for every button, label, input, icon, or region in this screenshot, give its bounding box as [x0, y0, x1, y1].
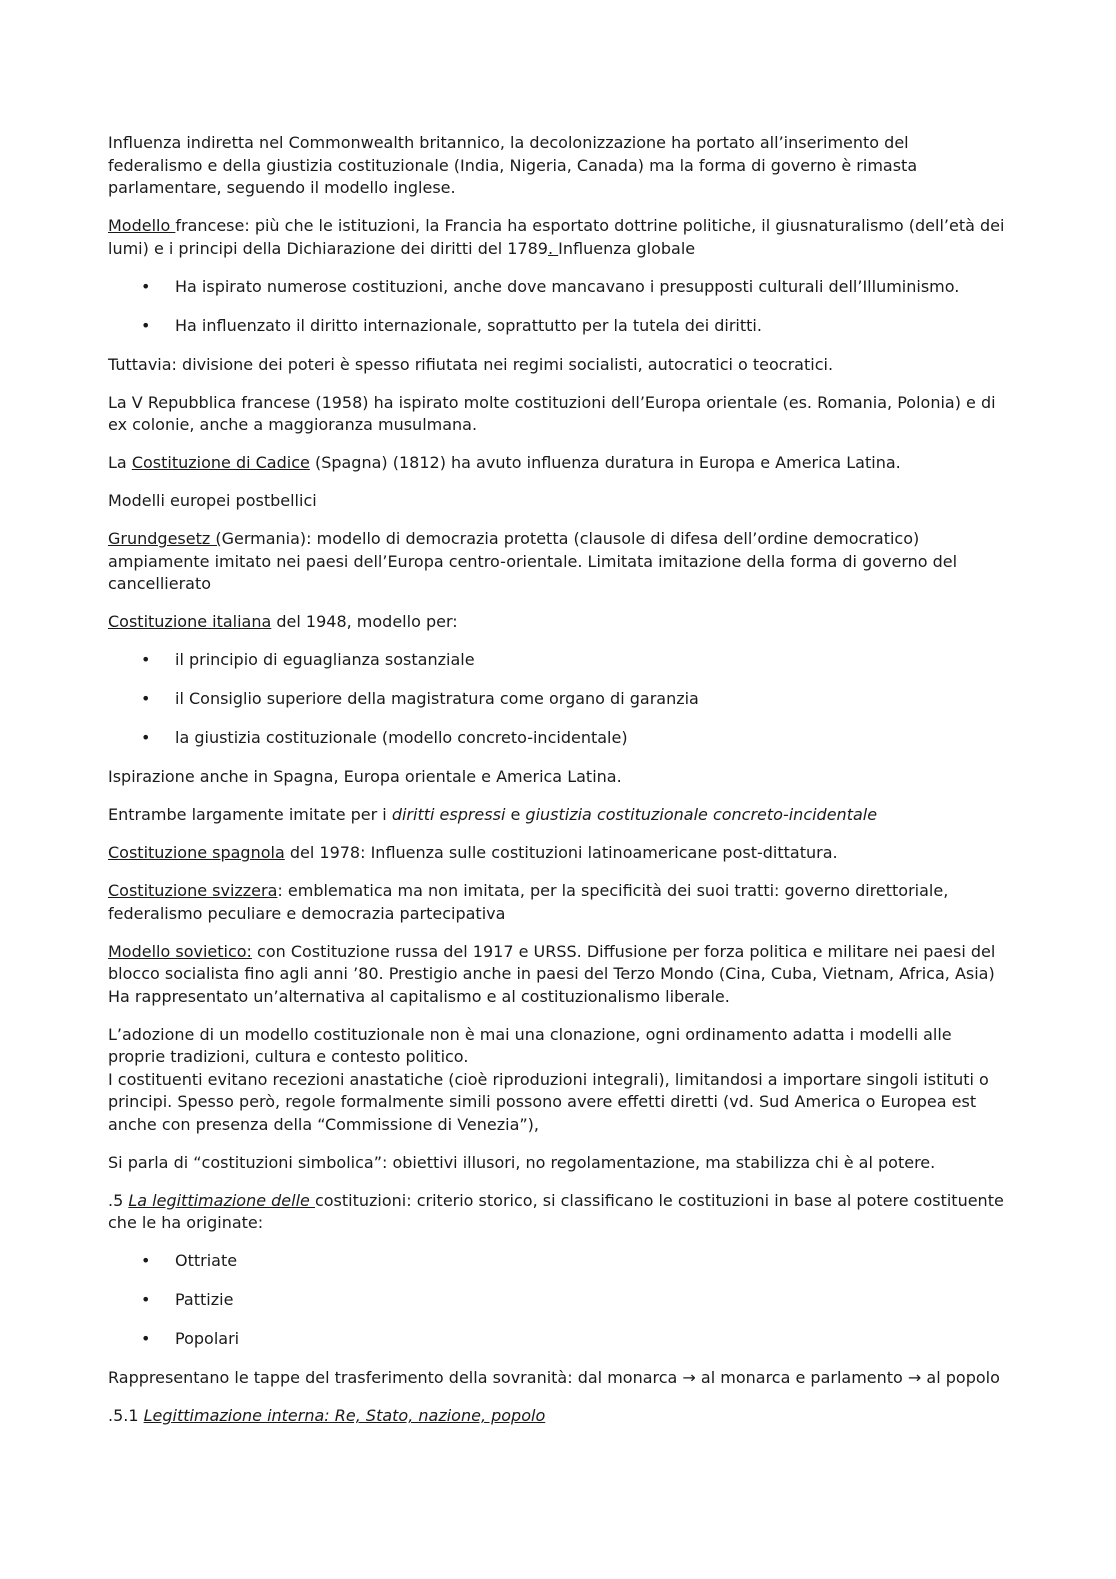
bullet-list-legittimazione — [108, 1250, 1008, 1351]
paragraph-grundgesetz — [108, 528, 1008, 596]
paragraph-adozione — [108, 1024, 1008, 1137]
document-body — [108, 132, 1008, 1443]
paragraph-costituzione-italiana — [108, 611, 1008, 634]
underlined-heading: Costituzione spagnola — [108, 843, 285, 862]
underlined-heading: Grundgesetz ( — [108, 529, 222, 548]
underlined-heading: Costituzione italiana — [108, 612, 272, 631]
paragraph-commonwealth: Influenza indiretta nel Commonwealth britannico, la decolonizzazione ha portato all’inserimento del federalismo e della giustizia costituzionale (India, Nigeria, Canada) ma la forma di governo è rimasta parlamentare, seguendo il modello inglese. — [108, 133, 918, 197]
bullet-list-francese — [108, 276, 1008, 338]
underlined-text: . — [547, 238, 559, 258]
paragraph-v-repubblica: La V Repubblica francese (1958) ha ispirato molte costituzioni dell’Europa orientale (es. Romania, Polonia) e di ex colonie, anche a maggioranza musulmana. — [108, 392, 996, 434]
list-item: • il Consiglio superiore della magistratura come organo di garanzia — [108, 688, 1008, 711]
paragraph-text: francese: più che le istituzioni, la Francia ha esportato dottrine politiche, il giusnaturalismo (dell’età dei lumi) e i principi della Dichiarazione dei diritti del 1789 — [108, 216, 1005, 258]
paragraph-text: La — [108, 453, 132, 472]
paragraph-cadice — [108, 452, 1008, 475]
paragraph-text: Influenza globale — [558, 238, 696, 258]
section-heading-5-1 — [108, 1405, 1008, 1428]
section-heading-5 — [108, 1190, 1008, 1235]
underlined-heading: Costituzione di Cadice — [131, 453, 310, 472]
list-item: • Pattizie — [108, 1289, 1008, 1312]
paragraph-text: Ha rappresentato un’alternativa al capitalismo e al costituzionalismo liberale. — [108, 986, 730, 1006]
list-item: • Ottriate — [108, 1250, 1008, 1273]
paragraph-text: I costituenti evitano recezioni anastatiche (cioè riproduzioni integrali), limitandosi a importare singoli istituti o principi. Spesso però, regole formalmente simili possono avere effetti diretti (vd. Sud America o Europea est anche con presenza della “Commissione di Venezia”), — [108, 1069, 989, 1134]
paragraph-text: del 1948, modello per: — [271, 612, 458, 631]
paragraph-costituzione-spagnola — [108, 842, 1008, 865]
paragraph-tappe: Rappresentano le tappe del trasferimento della sovranità: dal monarca → al monarca e parlamento → al popolo — [108, 1368, 1000, 1387]
section-number: .5 — [108, 1190, 129, 1210]
underlined-heading: Costituzione svizzera — [108, 881, 278, 900]
list-item: • Popolari — [108, 1328, 1008, 1351]
paragraph-text: L’adozione di un modello costituzionale non è mai una clonazione, ogni ordinamento adatta i modelli alle proprie tradizioni, cultura e contesto politico. — [108, 1024, 952, 1066]
list-item: • Ha ispirato numerose costituzioni, anche dove mancavano i presupposti culturali dell’Illuminismo. — [108, 276, 1008, 299]
paragraph-entrambe — [108, 804, 1008, 827]
section-title: La legittimazione delle — [128, 1190, 315, 1210]
paragraph-text: del 1978: Influenza sulle costituzioni latinoamericane post-dittatura. — [284, 843, 838, 862]
underlined-heading: Modello — [108, 216, 176, 235]
paragraph-text: (Spagna) (1812) ha avuto influenza duratura in Europa e America Latina. — [309, 453, 901, 472]
section-title: Legittimazione interna: Re, Stato, nazione, popolo — [143, 1406, 546, 1425]
paragraph-modelli-europei: Modelli europei postbellici — [108, 491, 317, 510]
paragraph-modello-francese — [108, 215, 1008, 260]
paragraph-costituzione-svizzera — [108, 880, 1008, 925]
paragraph-text: : emblematica ma non imitata, per la specificità dei suoi tratti: governo direttoriale, federalismo peculiare e democrazia partecipativa — [108, 881, 949, 923]
section-number: .5.1 — [108, 1406, 144, 1425]
paragraph-modello-sovietico — [108, 941, 1008, 1009]
list-item: • il principio di eguaglianza sostanziale — [108, 649, 1008, 672]
list-item: • la giustizia costituzionale (modello concreto-incidentale) — [108, 727, 1008, 750]
paragraph-text: e — [505, 805, 526, 824]
italic-text: diritti espressi — [391, 805, 506, 824]
paragraph-text: con Costituzione russa del 1917 e URSS. Diffusione per forza politica e militare nei paesi del blocco socialista fino agli anni ’80. Prestigio anche in paesi del Terzo Mondo (Cina, Cuba, Vietnam, Africa, Asia) — [108, 941, 996, 983]
italic-text: giustizia costituzionale concreto-incidentale — [525, 805, 878, 824]
list-item: • Ha influenzato il diritto internazionale, soprattutto per la tutela dei diritti. — [108, 315, 1008, 338]
paragraph-costituzioni-simboliche: Si parla di “costituzioni simbolica”: obiettivi illusori, no regolamentazione, ma stabilizza chi è al potere. — [108, 1152, 936, 1172]
bullet-list-italiana — [108, 649, 1008, 750]
paragraph-tuttavia: Tuttavia: divisione dei poteri è spesso rifiutata nei regimi socialisti, autocratici o teocratici. — [108, 354, 834, 374]
paragraph-text: costituzioni: criterio storico, si classificano le costituzioni in base al potere costituente che le ha originate: — [108, 1190, 1004, 1232]
underlined-heading: Modello sovietico: — [108, 941, 252, 961]
paragraph-ispirazione: Ispirazione anche in Spagna, Europa orientale e America Latina. — [108, 767, 622, 786]
paragraph-text: Entrambe largamente imitate per i — [108, 805, 392, 824]
paragraph-text: Germania): modello di democrazia protetta (clausole di difesa dell’ordine democratico) ampiamente imitato nei paesi dell’Europa centro-orientale. Limitata imitazione della forma di governo del cancellierato — [108, 529, 958, 593]
